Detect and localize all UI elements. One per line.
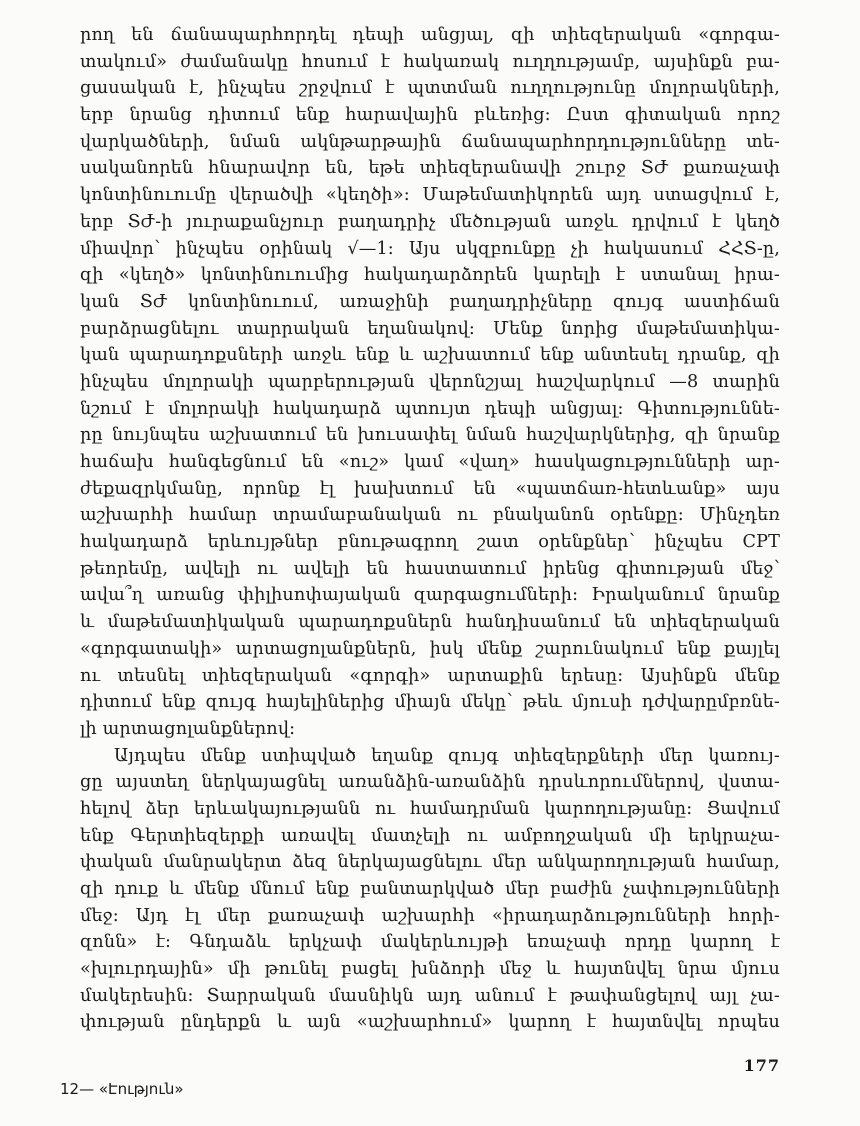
text-line: սականորեն հնարավոր են, եթե տիեզերանավի շուրջ ՏԺ քառաչափ [80,158,780,179]
text-line: զի «կեղծ» կոնտինուումից հակադարձորեն կարելի է ստանալ իրա- [80,265,780,286]
text-line: րող են ճանապարհորդել դեպի անցյալ, զի տիեզերական «գորգա- [80,25,780,45]
text-line: «խլուրդային» մի թունել բացել խնձորի մեջ և հայտնվել նրա մյուս [80,959,780,980]
text-line: դիտում ենք զույգ հայելիներից միայն մեկը՝ թեև մյուսի դժվարըմբռնե- [80,692,780,713]
text-line: երբ նրանց դիտում ենք հարավային բևեռից: Ըստ գիտական որոշ [80,105,780,126]
text-line: թեորեմը, ավելի ու ավելի են հաստատում իրենց գիտության մեջ՝ [80,558,780,579]
text-line: միավոր՝ ինչպես օրինակ √—1: Այս սկզբունքը չի հակասում ՀՀՏ-ը, [80,238,780,259]
text-line: զի դուք և մենք մնում ենք բանտարկված մեր բաժին չափությունների [80,879,780,899]
text-line: տակում» ժամանակը հոսում է հակառակ ուղղությամբ, այսինքն բա- [80,51,780,72]
text-line: րը նույնպես աշխատում են խուսափել նման հաշվարկներից, զի նրանք [80,425,780,446]
page-number: 177 [743,1056,780,1075]
text-line: հելով ձեր երևակայությանն ու համադրման կարողությանը: Ցավում [80,798,780,819]
text-line: «գորգատակի» արտացոլանքներն, իսկ մենք շարունակում ենք քայլել [80,638,780,659]
text-line: ցը այստեղ ներկայացնել առանձին-առանձին դրսևորումներով, վստա- [80,772,780,793]
printer-signature: 12— «Էություն» [60,1080,184,1098]
text-line: ինչպես մոլորակի պարբերության վերոնշյալ հաշվարկում —8 տարին [80,371,780,392]
text-line: լի արտացոլանքներով: [80,718,296,739]
text-line: հակադարձ երևույթներ բնութագրող շատ օրենքներ՝ ինչպես CPT [80,532,780,553]
text-line: մեջ: Այդ էլ մեր քառաչափ աշխարհի «իրադարձությունների հորի- [80,905,780,926]
text-line: ավա՞ղ առանց փիլիսոփայական զարգացումների: Իրականում նրանք [80,585,780,606]
text-line: փական մանրակերտ ձեզ ներկայացնելու մեր անկարողության համար, [80,852,780,873]
text-line: Այդպես մենք ստիպված եղանք զույգ տիեզերքների մեր կառույ- [114,745,780,766]
text-line: ցասական է, ինչպես շրջվում է պտտման ուղղությունը մոլորակների, [80,78,780,99]
text-line: ու տեսնել տիեզերական «գորգի» արտաքին երեսը: Այսինքն մենք [80,665,780,686]
text-line: փության ընդերքն և այն «աշխարհում» կարող է հայտնվել որպես [80,1012,780,1033]
text-line: ենք Գերտիեզերքի առավել մատչելի ու ամբողջական մի երկրաչա- [80,825,780,846]
text-line: և մաթեմատիկական պարադոքսներն հանդիսանում են տիեզերական [80,612,780,633]
text-line: կոնտինուումը վերածվի «կեղծի»: Մաթեմատիկորեն այդ ստացվում է, [80,185,780,206]
text-line: աշխարհի համար տրամաբանական ու բնականոն օրենքը: Մինչդեռ [80,505,780,526]
text-line: հաճախ հանգեցնում են «ուշ» կամ «վաղ» հասկացությունների ար- [80,452,780,472]
text-line: նշում է մոլորակի հակադարձ պտույտ դեպի անցյալ: Գիտություննե- [80,398,780,419]
text-line: կան պարադոքսների առջև ենք և աշխատում ենք անտեսել դրանք, զի [80,345,780,366]
body-text [80,22,780,1036]
text-line: կան ՏԺ կոնտինուում, առաջինի բաղադրիչները զույգ աստիճան [80,291,780,312]
text-line: ժեքազրկմանը, որոնք էլ խախտում են «պատճառ-հետևանք» այս [80,478,780,499]
text-line: զոնն» է: Գնդաձև երկչափ մակերևույթի եռաչափ որդը կարող է [80,932,780,953]
text-line: մակերեսին: Տարրական մասնիկն այդ անում է թափանցելով այլ չա- [80,985,780,1006]
text-line: բարձրացնելու տարրական եղանակով: Մենք նորից մաթեմատիկա- [80,318,780,339]
text-line: երբ ՏԺ-ի յուրաքանչյուր բաղադրիչ մեծության առջև դրվում է կեղծ [80,211,780,232]
text-line: վարկածների, նման ակնթարթային ճանապարհորդությունները տե- [80,131,780,152]
